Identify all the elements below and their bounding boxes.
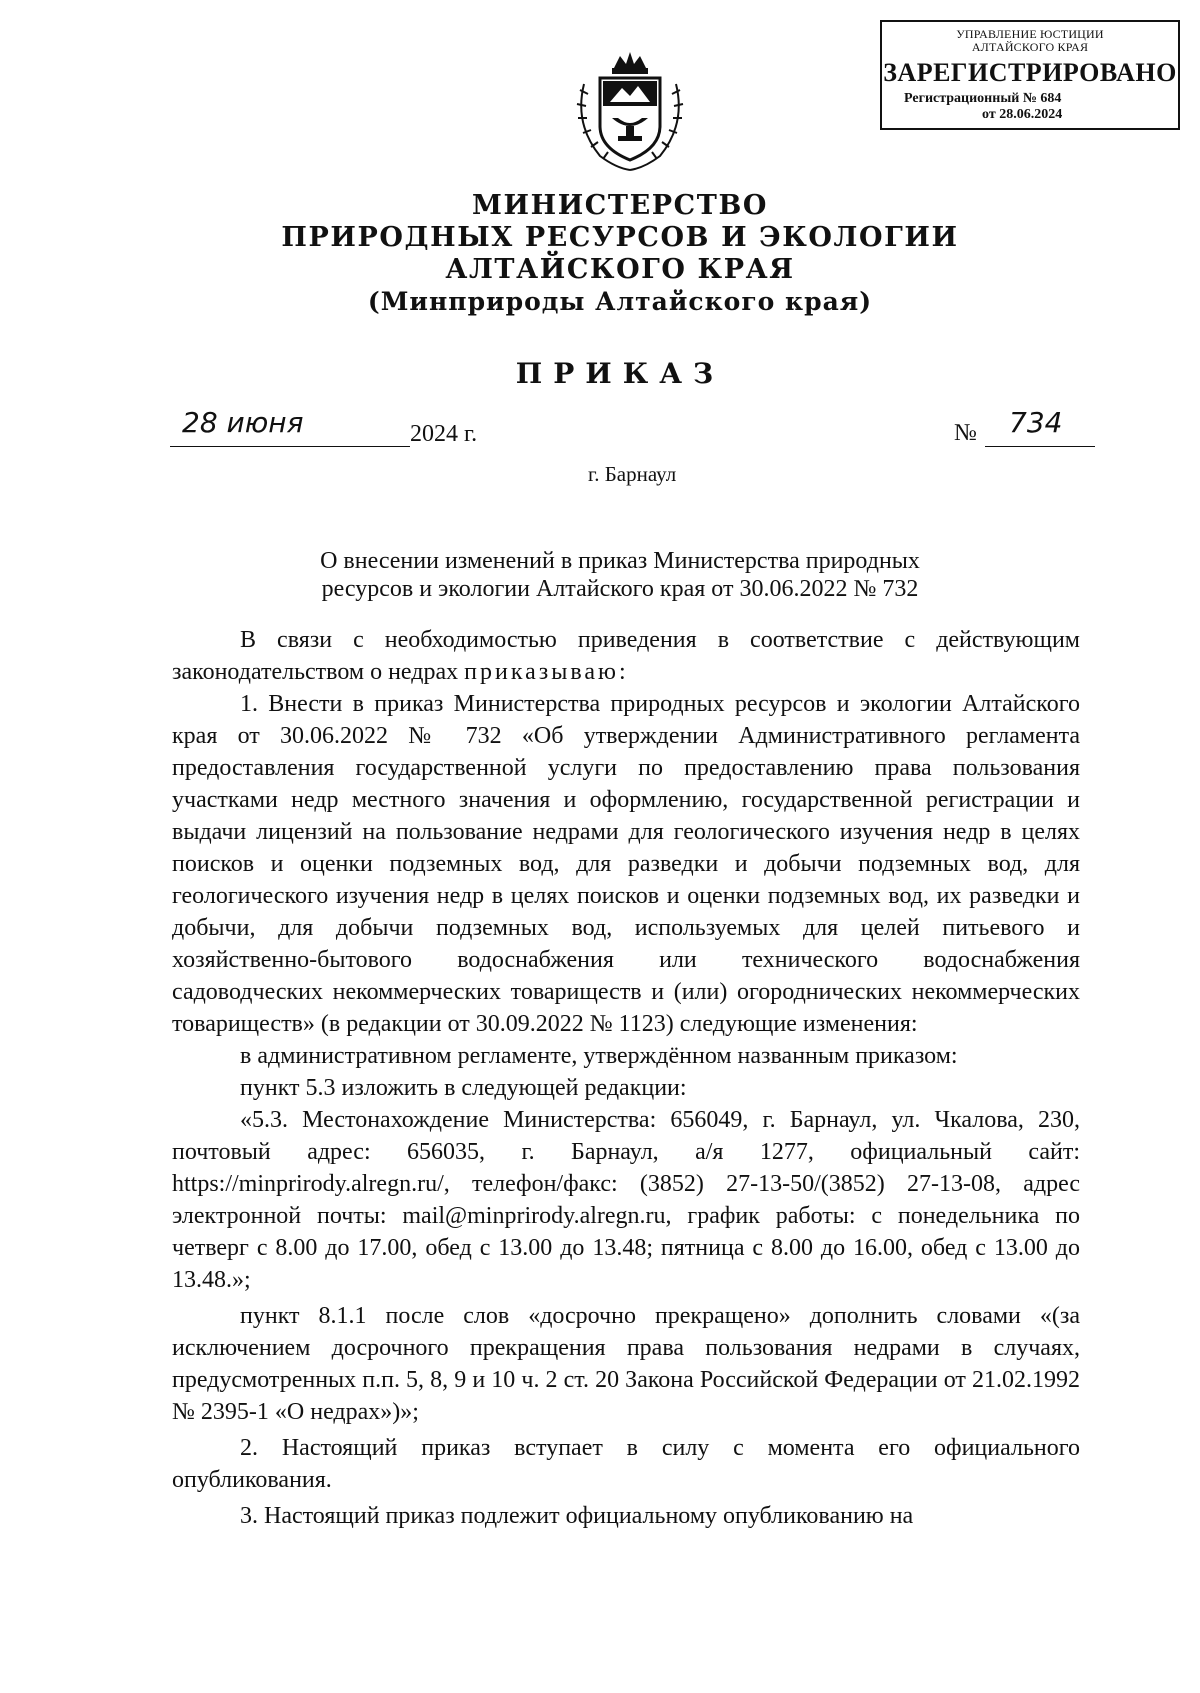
ministry-heading (0, 190, 1200, 318)
ministry-line2: ПРИРОДНЫХ РЕСУРСОВ И ЭКОЛОГИИ (281, 222, 959, 253)
order-date-handwritten: 28 июня (182, 406, 304, 439)
order-number-field (985, 406, 1095, 447)
document-type-title: ПРИКАЗ (515, 357, 725, 390)
intro-order-word: приказываю: (464, 659, 629, 685)
order-number-handwritten: 734 (1009, 406, 1063, 439)
stamp-org-line2: АЛТАЙСКОГО КРАЯ (971, 40, 1089, 54)
order-city: г. Барнаул (588, 462, 677, 486)
order-date-field (170, 406, 410, 447)
ministry-line3: АЛТАЙСКОГО КРАЯ (445, 254, 795, 285)
order-year: 2024 г. (410, 421, 478, 447)
order-subject (0, 547, 1200, 603)
paragraph-item-5-3: пункт 5.3 изложить в следующей редакции: (240, 1075, 687, 1101)
order-number-label: № (954, 420, 977, 446)
paragraph-item-5-3-text: «5.3. Местонахождение Министерства: 656049, г. Барнаул, ул. Чкалова, 230, почтовый адрес: 656035, г. Барнаул, а/я 1277, официальный сайт: https://minprirody.alregn.ru/, телефон/факс: (3852) 27-13-50/(3852) 27-13-08, адрес электронной почты: mail@minprirody.alregn.ru, график работы: с понедельника по четверг с 8.00 до 17.00, обед с 13.00 до 13.48; пятница с 8.00 до 16.00, обед с 13.00 до 13.48.»; (172, 1107, 1080, 1293)
intro-text: В связи с необходимостью приведения в соответствие с действующим законодательством о недрах (172, 627, 1080, 685)
paragraph-2: 2. Настоящий приказ вступает в силу с момента его официального опубликования. (172, 1435, 1080, 1493)
paragraph-regulation: в административном регламенте, утверждённом названным приказом: (240, 1043, 958, 1069)
stamp-reg-number: Регистрационный № 684 (904, 91, 1062, 106)
intro-paragraph (172, 624, 1080, 688)
ministry-short-name: (Минприроды Алтайского края) (367, 287, 873, 316)
coat-of-arms-emblem (570, 44, 690, 174)
ministry-line1: МИНИСТЕРСТВО (471, 190, 768, 221)
paragraph-1: 1. Внести в приказ Министерства природных ресурсов и экологии Алтайского края от 30.06.2022 № 732 «Об утверждении Административного регламента предоставления государственной услуги по предоставлению права пользования участками недр местного значения и оформлению, государственной регистрации и выдачи лицензий на пользование недрами для геологического изучения недр в целях поисков и оценки подземных вод, для разведки и добычи подземных вод, для геологического изучения недр в целях поисков и оценки подземных вод, их разведки и добычи, для добычи подземных вод, используемых для целей питьевого и хозяйственно-бытового водоснабжения или технического водоснабжения садоводческих некоммерческих товариществ и (или) огороднических некоммерческих товариществ» (в редакции от 30.09.2022 № 1123) следующие изменения: (172, 691, 1080, 1037)
stamp-registered: ЗАРЕГИСТРИРОВАНО (883, 58, 1177, 87)
stamp-org-line1: УПРАВЛЕНИЕ ЮСТИЦИИ (956, 27, 1104, 41)
subject-line2: ресурсов и экологии Алтайского края от 30.06.2022 № 732 (321, 576, 919, 602)
registration-stamp (880, 20, 1180, 130)
paragraph-item-8-1-1: пункт 8.1.1 после слов «досрочно прекращено» дополнить словами «(за исключением досрочного прекращения права пользования недрами в случаях, предусмотренных п.п. 5, 8, 9 и 10 ч. 2 ст. 20 Закона Российской Федерации от 21.02.1992 № 2395-1 «О недрах»)»; (172, 1303, 1080, 1425)
paragraph-3: 3. Настоящий приказ подлежит официальному опубликованию на (240, 1503, 914, 1529)
order-body (172, 624, 1080, 1532)
subject-line1: О внесении изменений в приказ Министерства природных (320, 548, 920, 574)
stamp-reg-date: от 28.06.2024 (982, 107, 1063, 122)
